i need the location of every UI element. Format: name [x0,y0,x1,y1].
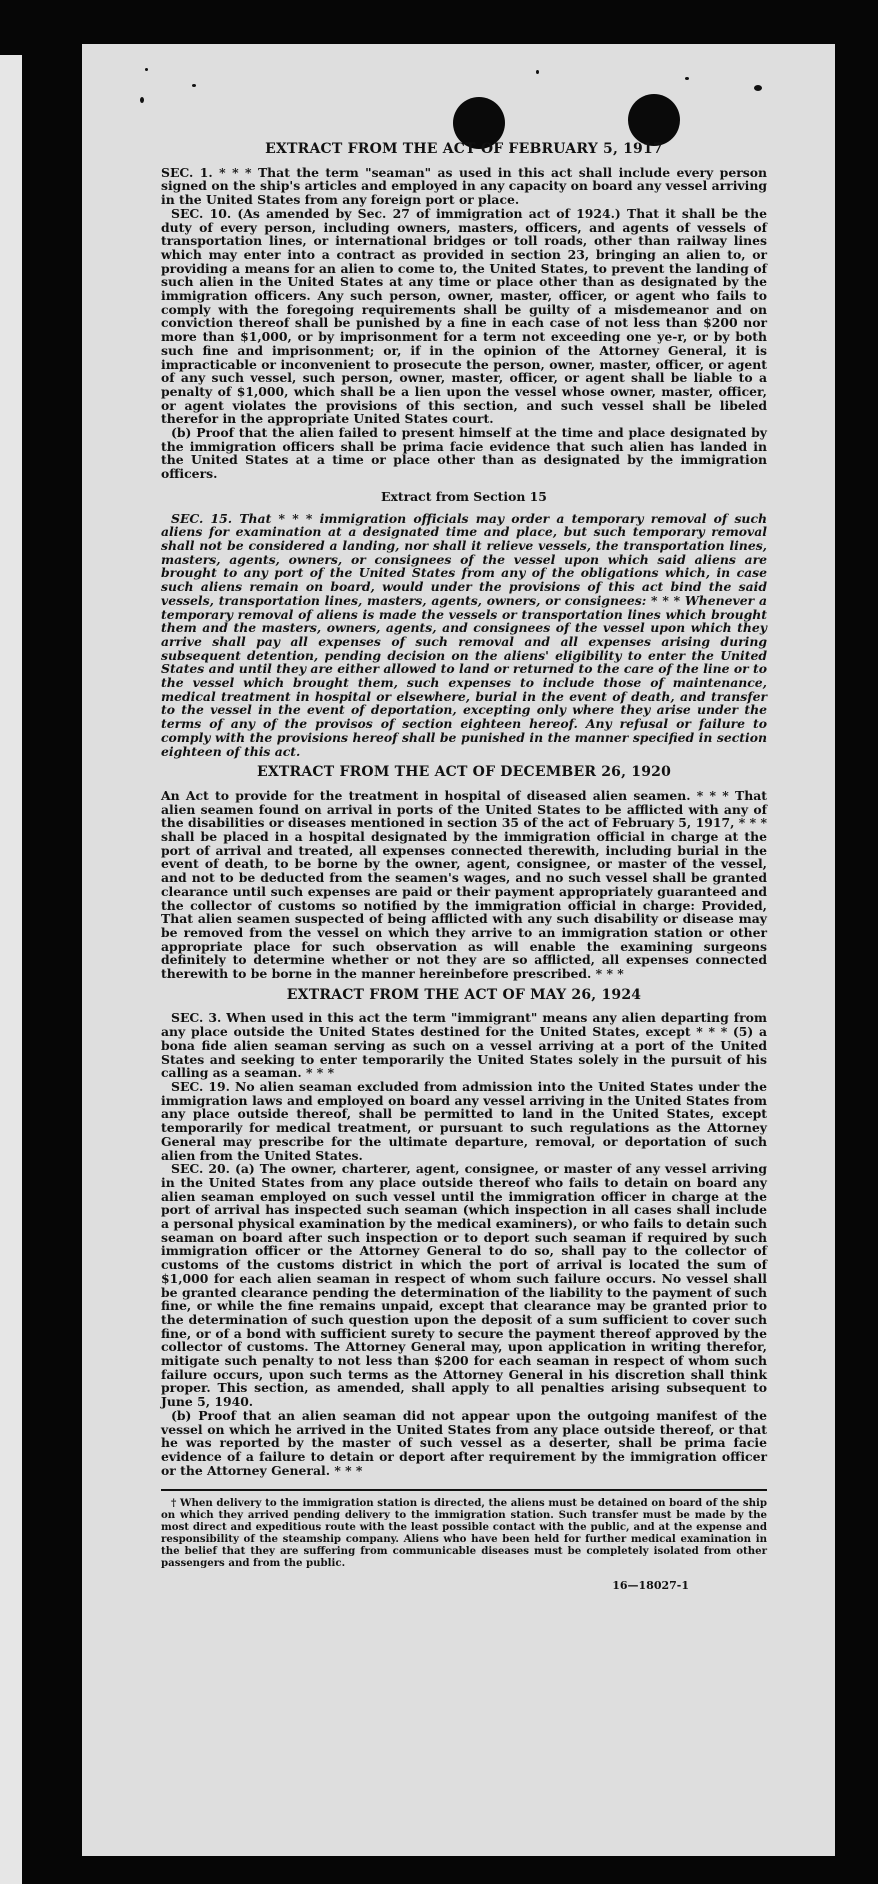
form-code: 16—18027-1 [612,1579,689,1593]
paragraph: An Act to provide for the treatment in hospital of diseased alien seamen. * * * That alien seamen found on arrival in ports of the United States to be afflicted with any of the disabilities or diseases mentioned in section 35 of the act of February 5, 1917, * * * shall be placed in a hospital designated by the immigration official in charge at the port of arrival and treated, all expenses connected therewith, including burial in the event of death, to be borne by the owner, agent, consignee, or master of the vessel, and not to be deducted from the seamen's wages, and no such vessel shall be granted clearance until such expenses are paid or their payment appropriately guaranteed and the collector of customs so notified by the immigration official in charge: Provided, That alien seamen suspected of being afflicted with any such disability or disease may be removed from the vessel on which they arrive to an immigration station or other appropriate place for such observation as will enable the examining surgeons definitely to determine whether or not they are so afflicted, all expenses connected therewith to be borne in the manner hereinbefore prescribed. * * * [161,787,767,982]
paragraph: (b) Proof that an alien seaman did not appear upon the outgoing manifest of the vessel on which he arrived in the United States from any place outside thereof, or that he was reported by the master of such vessel as a deserter, shall be prima facie evidence of a failure to detain or deport after requirement by the immigration officer or the Attorney General. * * * [161,1407,767,1478]
footnote: † When delivery to the immigration station is directed, the aliens must be detained on board of the ship on which they arrived pending delivery to the immigration station. Such transfer must be made by the most direct and expeditious route with the least possible contact with the public, and at the expense and responsibility of the steamship company. Aliens who have been held for further medical examination in the belief that they are suffering from communicable diseases must be completely isolated from other passengers and from the public. [161,1497,767,1570]
speck [192,84,196,87]
document-page [82,44,835,1856]
paragraph: SEC. 20. (a) The owner, charterer, agent, consignee, or master of any vessel arriving in the United States from any place outside thereof who fails to detain on board any alien seaman employed on such vessel until the immigration officer in charge at the port of arrival has inspected such seaman (which inspection in all cases shall include a personal physical examination by the medical examiners), or who fails to detain such seaman on board after such inspection or to deport such seaman if required by such immigration officer or the Attorney General to do so, shall pay to the collector of customs of the customs district in which the port of arrival is located the sum of $1,000 for each alien seaman in respect of whom such failure occurs. No vessel shall be granted clearance pending the determination of the liability to the payment of such fine, or while the fine remains unpaid, except that clearance may be granted prior to the determination of such question upon the deposit of a sum sufficient to cover such fine, or of a bond with sufficient surety to secure the payment thereof approved by the collector of customs. The Attorney General may, upon application in writing therefor, mitigate such penalty to not less than $200 for each seaman in respect of whom such failure occurs, upon such terms as the Attorney General in his discretion shall think proper. This section, as amended, shall apply to all penalties arising subsequent to June 5, 1940. [161,1161,767,1410]
paragraph: SEC. 1. * * * That the term "seaman" as used in this act shall include every person signed on the ship's articles and employed in any capacity on board any vessel arriving in the United States from any foreign port or place. [161,164,767,208]
footnote-rule [161,1489,767,1491]
paragraph: (b) Proof that the alien failed to present himself at the time and place designated by the immigration officers shall be prima facie evidence that such alien has landed in the United States at a time or place other than as designated by the immigration officers. [161,425,767,482]
speck [536,70,539,74]
section-heading: EXTRACT FROM THE ACT OF DECEMBER 26, 1920 [256,764,672,781]
paragraph-italic: SEC. 15. That * * * immigration officials may order a temporary removal of such aliens for examination at a designated time and place, but such temporary removal shall not be considered a landing, nor shall it relieve vessels, the transportation lines, masters, agents, owners, or consignees of the vessel upon which said aliens are brought to any port of the United States from any of the obligations which, in case such aliens remain on board, would under the provisions of this act bind the said vessels, transportation lines, masters, agents, owners, or consignees: * * * Whenever a temporary removal of aliens is made the vessels or transportation lines which brought them and the masters, owners, agents, and consignees of the vessel upon which they arrive shall pay all expenses of such removal and all expenses arising during subsequent detention, pending decision on the aliens' eligibility to enter the United States and until they are either allowed to land or returned to the care of the line or to the vessel which brought them, such expenses to include those of maintenance, medical treatment in hospital or elsewhere, burial in the event of death, and transfer to the vessel in the event of deportation, excepting only where they arise under the terms of any of the provisos of section eighteen hereof. Any refusal or failure to comply with the provisions hereof shall be punished in the manner specified in section eighteen of this act. [161,510,767,759]
speck [754,85,762,91]
scanner-edge-strip [0,55,22,1884]
paragraph: SEC. 3. When used in this act the term "immigrant" means any alien departing from any place outside the United States destined for the United States, except * * * (5) a bona fide alien seaman serving as such on a vessel arriving at a port of the United States and seeking to enter temporarily the United States solely in the pursuit of his calling as a seaman. * * * [161,1010,767,1081]
subsection-heading: Extract from Section 15 [381,488,547,504]
speck [145,68,148,71]
speck [685,77,689,80]
document-body [161,143,767,1593]
punch-hole-right [628,94,680,146]
paragraph: SEC. 19. No alien seaman excluded from admission into the United States under the immigration laws and employed on board any vessel arriving in the United States from any place outside thereof, shall be permitted to land in the United States, except temporarily for medical treatment, or pursuant to such regulations as the Attorney General may prescribe for the ultimate departure, removal, or deportation of such alien from the United States. [161,1079,767,1163]
section-heading: EXTRACT FROM THE ACT OF MAY 26, 1924 [286,986,642,1003]
section-heading: EXTRACT FROM THE ACT OF FEBRUARY 5, 1917 [265,141,663,157]
speck [140,97,144,103]
paragraph: SEC. 10. (As amended by Sec. 27 of immigration act of 1924.) That it shall be the duty of every person, including owners, masters, officers, and agents of vessels of transportation lines, or international bridges or toll roads, other than railway lines which may enter into a contract as provided in section 23, bringing an alien to, or providing a means for an alien to come to, the United States, to prevent the landing of such alien in the United States at any time or place other than as designated by the immigration officers. Any such person, owner, master, officer, or agent who fails to comply with the foregoing requirements shall be guilty of a misdemeanor and on conviction thereof shall be punished by a fine in each case of not less than $200 nor more than $1,000, or by imprisonment for a term not exceeding one ye-r, or by both such fine and imprisonment; or, if in the opinion of the Attorney General, it is impracticable or inconvenient to prosecute the person, owner, master, officer, or agent of any such vessel, such person, owner, master, officer, or agent shall be liable to a penalty of $1,000, which shall be a lien upon the vessel whose owner, master, officer, or agent violates the provisions of this section, and such vessel shall be libeled therefor in the appropriate United States court. [161,205,767,427]
